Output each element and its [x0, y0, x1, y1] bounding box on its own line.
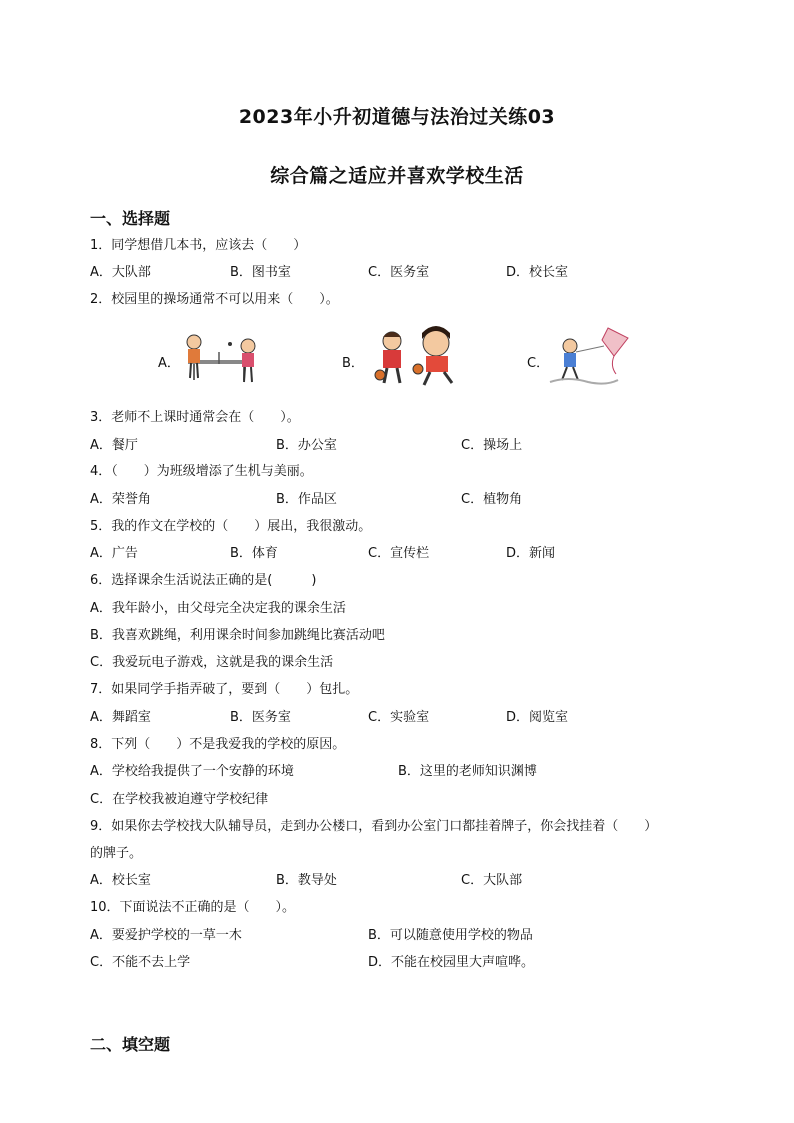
option: A．荣誉角 [90, 492, 151, 507]
option: B．教导处 [276, 873, 337, 888]
option: C．不能不去上学 [90, 955, 191, 970]
option: C．我爱玩电子游戏，这就是我的课余生活 [90, 655, 334, 670]
option: A．要爱护学校的一草一木 [90, 928, 242, 943]
option: A．餐厅 [90, 438, 138, 453]
section-heading-fill: 二、填空题 [90, 1035, 171, 1054]
option: D．新闻 [506, 546, 556, 561]
option: B． [342, 356, 364, 371]
option: D．不能在校园里大声喧哗。 [368, 955, 535, 970]
option: B．可以随意使用学校的物品 [368, 928, 533, 943]
question-stem: 4．（ ）为班级增添了生机与美丽。 [90, 464, 313, 479]
option: C．操场上 [461, 438, 523, 453]
option: A． [158, 356, 180, 371]
option: C．医务室 [368, 265, 430, 280]
question-stem: 8．下列（ ）不是我爱我的学校的原因。 [90, 737, 346, 752]
option: C． [527, 356, 550, 371]
option: A．舞蹈室 [90, 710, 151, 725]
question-stem: 1．同学想借几本书，应该去（ ） [90, 238, 307, 253]
option: A．学校给我提供了一个安静的环境 [90, 764, 294, 779]
question-stem: 9．如果你去学校找大队辅导员，走到办公楼口，看到办公室门口都挂着牌子，你会找挂着（ ） [90, 819, 658, 834]
option: B．体育 [230, 546, 278, 561]
document-subtitle: 综合篇之适应并喜欢学校生活 [270, 165, 524, 187]
question-stem: 10．下面说法不正确的是（ ）。 [90, 900, 296, 915]
option: B．我喜欢跳绳，利用课余时间参加跳绳比赛活动吧 [90, 628, 385, 643]
option: B．医务室 [230, 710, 291, 725]
section-heading-choice: 一、选择题 [90, 209, 171, 228]
table-tennis-image [180, 332, 266, 384]
document-title: 2023年小升初道德与法治过关练03 [238, 106, 556, 128]
option: C．植物角 [461, 492, 523, 507]
option: C．实验室 [368, 710, 430, 725]
kite-flying-image [548, 322, 634, 388]
option: C．宣传栏 [368, 546, 430, 561]
option: A．我年龄小，由父母完全决定我的课余生活 [90, 601, 346, 616]
option: D．阅览室 [506, 710, 569, 725]
option: C．大队部 [461, 873, 523, 888]
option: D．校长室 [506, 265, 569, 280]
question-stem: 2．校园里的操场通常不可以用来（ ）。 [90, 292, 339, 307]
option: B．办公室 [276, 438, 337, 453]
option: B．这里的老师知识渊博 [398, 764, 537, 779]
option: A．大队部 [90, 265, 151, 280]
option: A．校长室 [90, 873, 151, 888]
question-stem: 5．我的作文在学校的（ ）展出，我很激动。 [90, 519, 372, 534]
question-stem: 7．如果同学手指弄破了，要到（ ）包扎。 [90, 682, 359, 697]
option: A．广告 [90, 546, 138, 561]
basketball-image [370, 325, 468, 387]
question-stem: 6．选择课余生活说法正确的是( ) [90, 573, 317, 588]
option: C．在学校我被迫遵守学校纪律 [90, 792, 269, 807]
option: B．图书室 [230, 265, 291, 280]
question-stem: 3．老师不上课时通常会在（ ）。 [90, 410, 300, 425]
option: B．作品区 [276, 492, 337, 507]
question-stem-continued: 的牌子。 [90, 846, 143, 861]
